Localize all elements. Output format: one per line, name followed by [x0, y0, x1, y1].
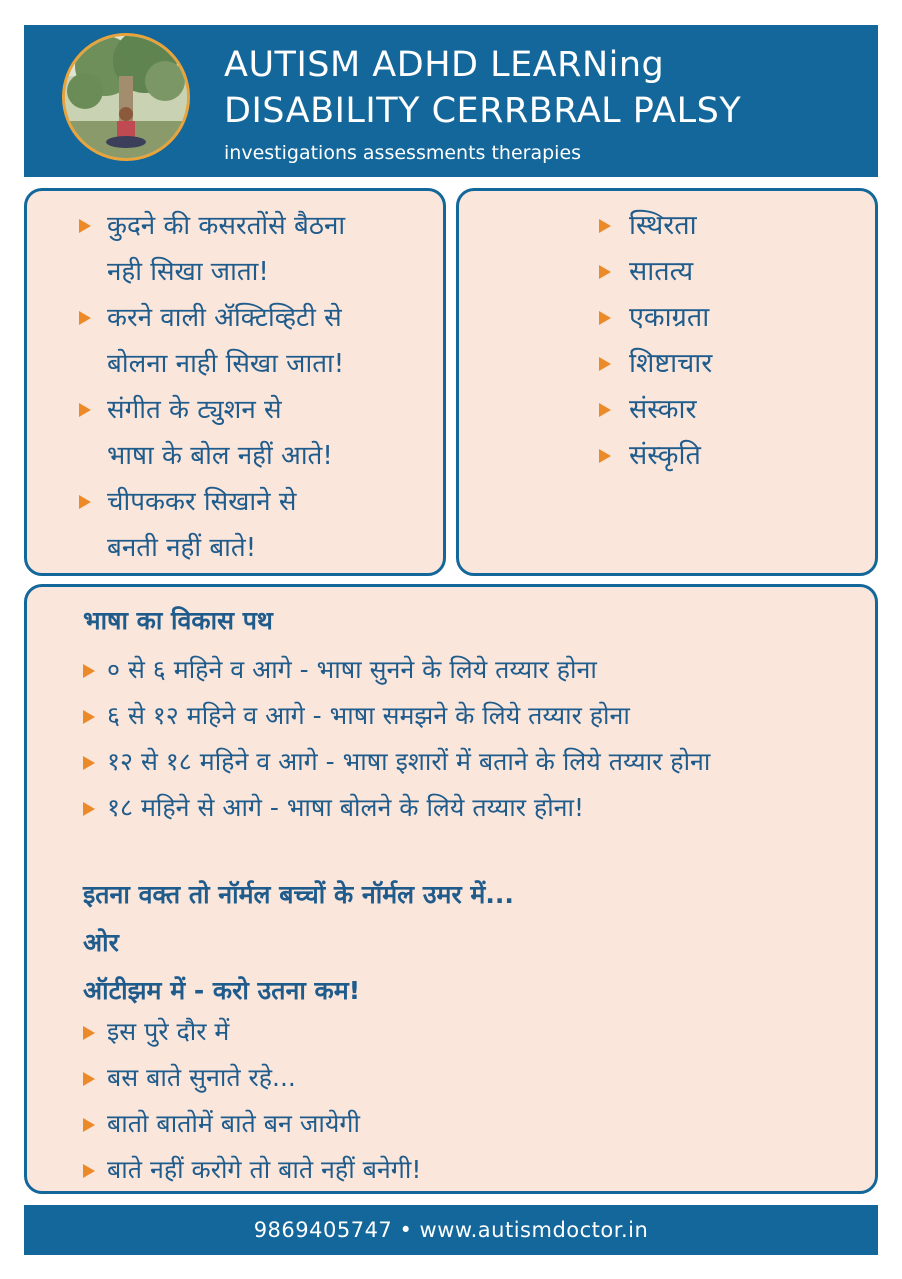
- list-item-line: संगीत के ट्युशन से: [107, 395, 282, 425]
- list-item: [83, 739, 710, 785]
- closing-text: इस पुरे दौर में: [107, 1017, 230, 1046]
- list-item-line: करने वाली ॲक्टिव्हिटी से: [107, 303, 342, 333]
- triangle-bullet-icon: [83, 756, 95, 770]
- triangle-bullet-icon: [83, 1072, 95, 1086]
- triangle-bullet-icon: [83, 1164, 95, 1178]
- triangle-bullet-icon: [79, 311, 91, 325]
- list-item: [599, 341, 712, 387]
- avatar: [62, 33, 190, 161]
- left-list: [79, 203, 439, 571]
- triangle-bullet-icon: [599, 311, 611, 325]
- triangle-bullet-icon: [83, 1026, 95, 1040]
- triangle-bullet-icon: [83, 710, 95, 724]
- triangle-bullet-icon: [83, 802, 95, 816]
- list-item-line: बनती नहीं बाते!: [107, 533, 257, 563]
- triangle-bullet-icon: [83, 664, 95, 678]
- triangle-bullet-icon: [599, 219, 611, 233]
- emphasis-line: ऑटीझम में - करो उतना कम!: [83, 976, 361, 1005]
- list-item: [83, 1101, 421, 1147]
- triangle-bullet-icon: [79, 495, 91, 509]
- value-label: सातत्य: [629, 256, 694, 287]
- value-label: संस्कृति: [629, 440, 701, 471]
- list-item-line: नही सिखा जाता!: [107, 257, 269, 287]
- triangle-bullet-icon: [79, 219, 91, 233]
- list-item: [79, 295, 439, 387]
- left-panel: [24, 188, 446, 576]
- closing-text: बस बाते सुनाते रहे...: [107, 1063, 296, 1092]
- list-item: [79, 203, 439, 295]
- triangle-bullet-icon: [599, 265, 611, 279]
- list-item-line: भाषा के बोल नहीं आते!: [107, 441, 333, 471]
- triangle-bullet-icon: [599, 449, 611, 463]
- list-item: [83, 693, 710, 739]
- list-item: [79, 479, 439, 571]
- milestone-text: १८ महिने से आगे - भाषा बोलने के लिये तय्यार होना!: [107, 793, 585, 822]
- list-item: [599, 203, 712, 249]
- list-item: [599, 249, 712, 295]
- closing-text: बातो बातोमें बाते बन जायेगी: [107, 1109, 360, 1138]
- list-item-line: चीपककर सिखाने से: [107, 487, 297, 517]
- triangle-bullet-icon: [83, 1118, 95, 1132]
- emphasis-line: इतना वक्त तो नॉर्मल बच्चों के नॉर्मल उमर में...: [83, 880, 514, 909]
- triangle-bullet-icon: [79, 403, 91, 417]
- list-item: [83, 785, 710, 831]
- list-item: [599, 387, 712, 433]
- triangle-bullet-icon: [599, 403, 611, 417]
- milestone-text: १२ से १८ महिने व आगे - भाषा इशारों में बताने के लिये तय्यार होना: [107, 747, 711, 776]
- triangle-bullet-icon: [599, 357, 611, 371]
- emphasis-line: ओर: [83, 928, 119, 957]
- list-item: [83, 647, 710, 693]
- value-label: शिष्टाचार: [629, 348, 713, 379]
- list-item: [599, 433, 712, 479]
- milestone-text: ० से ६ महिने व आगे - भाषा सुनने के लिये तय्यार होना: [107, 655, 597, 684]
- subtitle: investigations assessments therapies: [224, 142, 582, 164]
- section-heading: भाषा का विकास पथ: [83, 606, 273, 635]
- title-line-1: AUTISM ADHD LEARNing: [224, 45, 665, 85]
- closing-list: [83, 1009, 421, 1193]
- right-panel: [456, 188, 878, 576]
- value-label: संस्कार: [629, 394, 697, 425]
- list-item-line: बोलना नाही सिखा जाता!: [107, 349, 345, 379]
- values-list: [599, 203, 712, 479]
- list-item: [83, 1147, 421, 1193]
- title-line-2: DISABILITY CERRBRAL PALSY: [224, 91, 742, 131]
- closing-text: बाते नहीं करोगे तो बाते नहीं बनेगी!: [107, 1155, 422, 1184]
- list-item-line: कुदने की कसरतोंसे बैठना: [107, 211, 346, 241]
- list-item: [79, 387, 439, 479]
- header-banner: [24, 25, 878, 177]
- list-item: [83, 1055, 421, 1101]
- list-item: [83, 1009, 421, 1055]
- list-item: [599, 295, 712, 341]
- development-list: [83, 647, 710, 831]
- value-label: एकाग्रता: [629, 302, 710, 333]
- milestone-text: ६ से १२ महिने व आगे - भाषा समझने के लिये तय्यार होना: [107, 701, 630, 730]
- footer-contact: 9869405747 • www.autismdoctor.in: [24, 1205, 878, 1255]
- development-panel: [24, 584, 878, 1194]
- value-label: स्थिरता: [629, 210, 697, 241]
